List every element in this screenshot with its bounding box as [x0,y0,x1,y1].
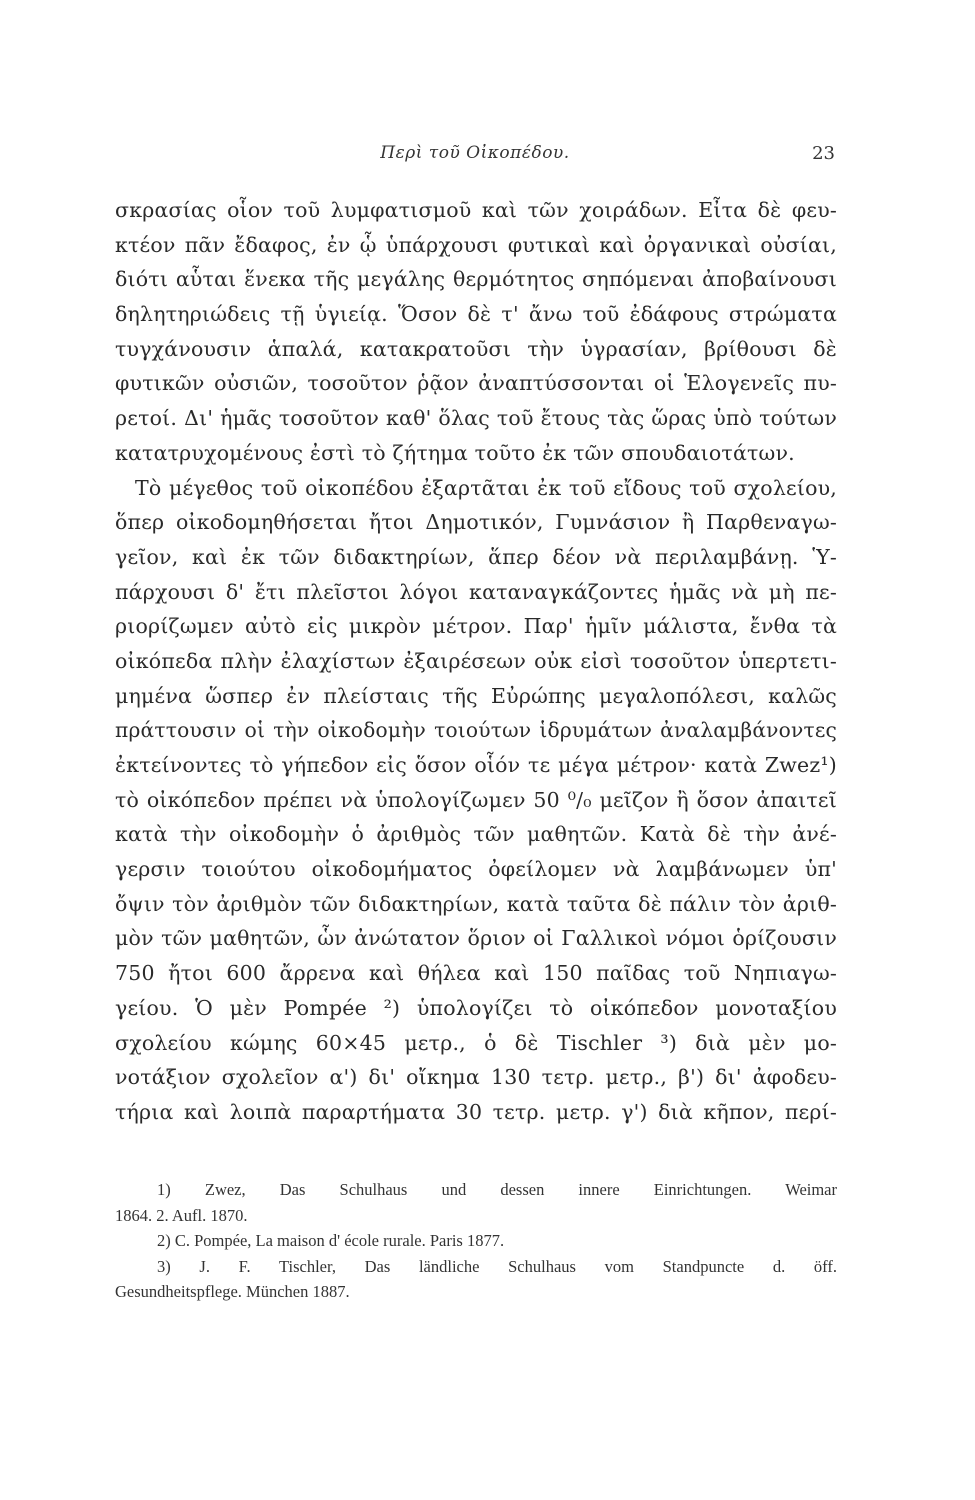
text-line: τὸ οἰκόπεδον πρέπει νὰ ὑπολογίζωμεν 50 ⁰/₀ μεῖζον ἢ ὅσον ἀπαιτεῖ [115,787,837,812]
footnote-1-continued: 1864. 2. Aufl. 1870. [115,1205,248,1225]
text-line: νοτάξιον σχολεῖον α') δι' οἴκημα 130 τετρ. μετρ., β') δι' ἀφοδευ- [115,1065,837,1090]
footnote-3-continued: Gesundheitspflege. München 1887. [115,1282,350,1301]
running-title: Περὶ τοῦ Οἰκοπέδου. [380,143,570,163]
text-line: γεῖον, καὶ ἐκ τῶν διδακτηρίων, ἅπερ δέον νὰ περιλαμβάνῃ. Ὑ- [115,544,837,569]
text-line: πάρχουσι δ' ἔτι πλεῖστοι λόγοι καταναγκάζοντες ἡμᾶς νὰ μὴ πε- [115,579,837,604]
text-line: γερσιν τοιούτου οἰκοδομήματος ὀφείλομεν νὰ λαμβάνωμεν ὑπ' [115,857,837,882]
text-line: διότι αὗται ἕνεκα τῆς μεγάλης θερμότητος σηπόμεναι ἀποβαίνουσι [115,267,837,292]
text-line: ἐκτείνοντες τὸ γήπεδον εἰς ὅσον οἷόν τε μέγα μέτρον· κατὰ Zwez¹) [115,753,837,777]
text-line: κατὰ τὴν οἰκοδομὴν ὁ ἀριθμὸς τῶν μαθητῶν. Κατὰ δὲ τὴν ἀνέ- [115,822,837,847]
text-line: ὄψιν τὸν ἀριθμὸν τῶν διδακτηρίων, κατὰ ταῦτα δὲ πάλιν τὸν ἀριθ- [115,891,837,916]
text-line: σχολείου κώμης 60×45 μετρ., ὁ δὲ Tischler ³) διὰ μὲν μο- [115,1030,837,1055]
text-line: κατατρυχομένους ἐστὶ τὸ ζήτημα τοῦτο ἐκ τῶν σπουδαιοτάτων. [115,440,795,465]
text-line: πράττουσιν οἱ τὴν οἰκοδομὴν τοιούτων ἱδρυμάτων ἀναλαμβάνοντες [115,718,837,743]
text-line: Τὸ μέγεθος τοῦ οἰκοπέδου ἐξαρτᾶται ἐκ τοῦ εἴδους τοῦ σχολείου, [135,475,837,500]
text-line: μημένα ὥσπερ ἐν πλείσταις τῆς Εὐρώπης μεγαλοπόλεσι, καλῶς [115,683,837,708]
page-number: 23 [812,143,835,164]
text-line: φυτικῶν οὐσιῶν, τοσοῦτον ῥᾷον ἀναπτύσσονται οἱ Ἑλογενεῖς πυ- [115,371,837,396]
text-line: τήρια καὶ λοιπὰ παραρτήματα 30 τετρ. μετρ. γ') διὰ κῆπον, περί- [115,1099,837,1124]
text-line: ριορίζωμεν αὐτὸ εἰς μικρὸν μέτρον. Παρ' ἡμῖν μάλιστα, ἔνθα τὰ [115,614,837,639]
footnote-3: 3) J. F. Tischler, Das ländliche Schulhaus vom Standpuncte d. öff. [157,1256,837,1276]
text-line: 750 ἤτοι 600 ἄρρενα καὶ θήλεα καὶ 150 παῖδας τοῦ Νηπιαγω- [115,961,837,986]
text-line: τυγχάνουσιν ἁπαλά, κατακρατοῦσι τὴν ὑγρασίαν, βρίθουσι δὲ [115,336,837,361]
text-line: κτέον πᾶν ἔδαφος, ἐν ᾧ ὑπάρχουσι φυτικαὶ καὶ ὀργανικαὶ οὐσίαι, [115,232,837,257]
body-text [115,193,837,1130]
text-line: δηλητηριώδεις τῇ ὑγιείᾳ. Ὅσον δὲ τ' ἄνω τοῦ ἐδάφους στρώματα [115,302,837,327]
text-line: μὸν τῶν μαθητῶν, ὧν ἀνώτατον ὅριον οἱ Γαλλικοὶ νόμοι ὁρίζουσιν [115,926,837,951]
footnote-1: 1) Zwez, Das Schulhaus und dessen innere Einrichtungen. Weimar [157,1180,837,1199]
text-line: γείου. Ὁ μὲν Pompée ²) ὑπολογίζει τὸ οἰκόπεδον μονοταξίου [115,995,837,1020]
running-head [115,143,835,169]
text-line: ρετοί. Δι' ἡμᾶς τοσοῦτον καθ' ὅλας τοῦ ἔτους τὰς ὥρας ὑπὸ τούτων [115,406,837,431]
text-line: σκρασίας οἷον τοῦ λυμφατισμοῦ καὶ τῶν χοιράδων. Εἶτα δὲ φευ- [115,198,837,222]
text-line: οἰκόπεδα πλὴν ἐλαχίστων ἐξαιρέσεων οὐκ εἰσὶ τοσοῦτον ὑπερτετι- [115,648,837,673]
footnotes [115,1177,837,1305]
footnote-2: 2) C. Pompée, La maison d' école rurale. Paris 1877. [157,1231,505,1250]
text-line: ὅπερ οἰκοδομηθήσεται ἤτοι Δημοτικόν, Γυμνάσιον ἢ Παρθεναγω- [115,510,837,535]
